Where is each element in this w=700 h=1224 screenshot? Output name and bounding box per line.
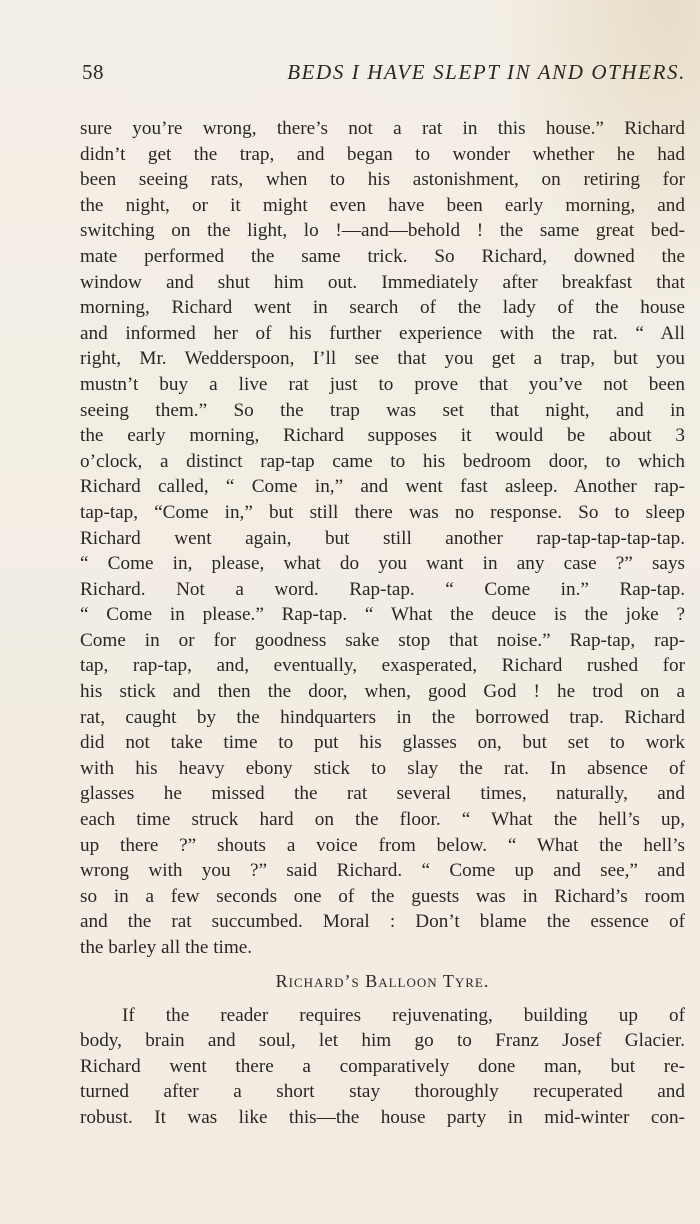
text-line: the night, or it might even have been early morning, and <box>80 194 685 216</box>
text-line: robust. It was like this—the house party in mid-winter con- <box>80 1106 685 1128</box>
text-line: tap, rap-tap, and, eventually, exasperated, Richard rushed for <box>80 655 685 677</box>
text-line: the barley all the time. <box>80 937 253 958</box>
text-line: mustn’t buy a live rat just to prove that you’ve not been <box>80 373 685 395</box>
text-line: glasses he missed the rat several times, naturally, and <box>80 783 685 805</box>
text-line: and informed her of his further experience with the rat. “ All <box>80 322 685 344</box>
text-line: Richard. Not a word. Rap-tap. “ Come in.” Rap-tap. <box>80 578 685 600</box>
text-line: “ Come in, please, what do you want in any case ?” says <box>80 553 685 575</box>
text-line: “ Come in please.” Rap-tap. “ What the deuce is the joke ? <box>80 604 685 626</box>
text-line: up there ?” shouts a voice from below. “ What the hell’s <box>80 834 685 856</box>
running-head <box>82 60 686 90</box>
page-number: 58 <box>82 60 104 84</box>
text-line: wrong with you ?” said Richard. “ Come up and see,” and <box>80 860 685 882</box>
text-line: morning, Richard went in search of the lady of the house <box>80 297 685 319</box>
text-line: each time struck hard on the floor. “ What the hell’s up, <box>80 809 685 831</box>
text-line: with his heavy ebony stick to slay the rat. In absence of <box>80 757 685 779</box>
text-line: did not take time to put his glasses on, but set to work <box>80 732 685 754</box>
text-line: window and shut him out. Immediately after breakfast that <box>80 271 685 293</box>
text-line: If the reader requires rejuvenating, building up of <box>122 1004 685 1026</box>
body-text <box>80 116 685 1131</box>
paragraph-balloon-tyre <box>80 1003 685 1131</box>
paragraph-rat-story <box>80 116 685 961</box>
text-line: the early morning, Richard supposes it would be about 3 <box>80 425 685 447</box>
text-line: right, Mr. Wedderspoon, I’ll see that you get a trap, but you <box>80 348 685 370</box>
text-line: rat, caught by the hindquarters in the borrowed trap. Richard <box>80 706 685 728</box>
text-line: Come in or for goodness sake stop that noise.” Rap-tap, rap- <box>80 629 685 651</box>
text-line: and the rat succumbed. Moral : Don’t blame the essence of <box>80 911 685 933</box>
text-line: switching on the light, lo !—and—behold ! the same great bed- <box>80 220 685 242</box>
text-line: seeing them.” So the trap was set that night, and in <box>80 399 685 421</box>
text-line: tap-tap, “Come in,” but still there was no response. So to sleep <box>80 501 685 523</box>
running-title: BEDS I HAVE SLEPT IN AND OTHERS. <box>287 60 686 84</box>
text-line: his stick and then the door, when, good God ! he trod on a <box>80 681 685 703</box>
text-line: didn’t get the trap, and began to wonder whether he had <box>80 143 685 165</box>
text-line: body, brain and soul, let him go to Franz Josef Glacier. <box>80 1030 685 1052</box>
text-line: Richard went again, but still another rap-tap-tap-tap-tap. <box>80 527 685 549</box>
text-line: been seeing rats, when to his astonishment, on retiring for <box>80 169 685 191</box>
text-line: Richard called, “ Come in,” and went fast asleep. Another rap- <box>80 476 685 498</box>
text-line: so in a few seconds one of the guests was in Richard’s room <box>80 885 685 907</box>
text-line: sure you’re wrong, there’s not a rat in this house.” Richard <box>80 118 685 139</box>
text-line: mate performed the same trick. So Richard, downed the <box>80 245 685 267</box>
text-line: o’clock, a distinct rap-tap came to his bedroom door, to which <box>80 450 685 472</box>
text-line: turned after a short stay thoroughly recuperated and <box>80 1081 685 1103</box>
text-line: Richard went there a comparatively done man, but re- <box>80 1055 685 1077</box>
section-heading: Richard’s Balloon Tyre. <box>275 970 490 991</box>
